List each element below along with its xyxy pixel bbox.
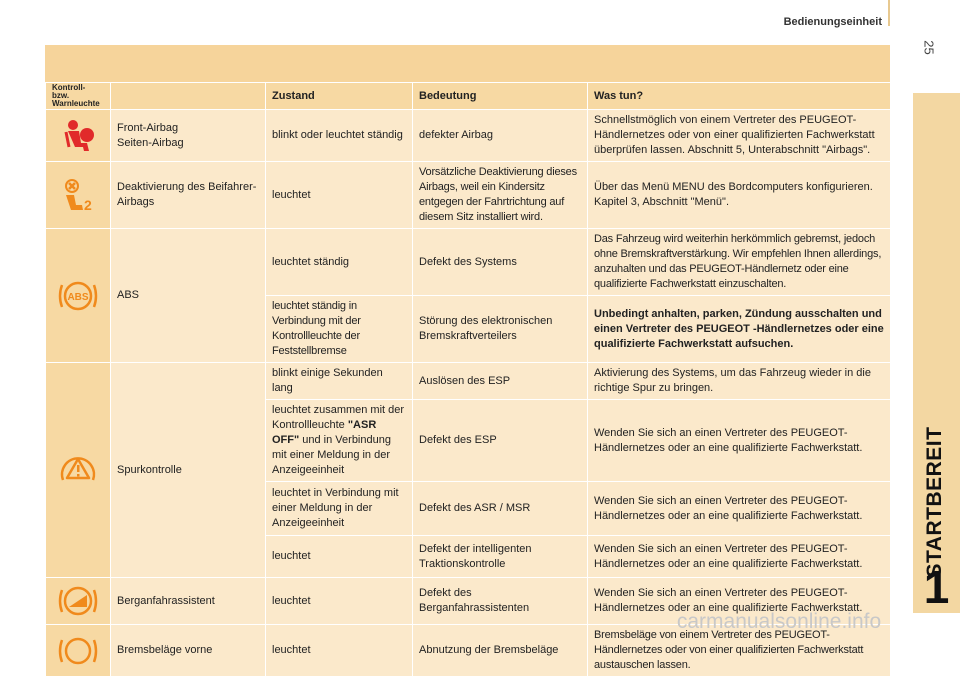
chapter-label: STARTBEREIT — [923, 426, 946, 578]
state-text: und in Verbindung mit einer Meldung in der Anzeigeeinheit — [272, 434, 391, 476]
table-row — [46, 363, 891, 400]
passenger-airbag-off-icon — [56, 175, 100, 215]
action-cell: Wenden Sie sich an einen Vertreter des PEUGEOT-Händlernetzes oder an eine qualifizierte Fachwerkstatt. — [588, 400, 891, 482]
state-cell: leuchtet — [266, 625, 413, 677]
meaning-cell: Defekt des Berganfahrassistenten — [413, 578, 588, 625]
meaning-cell: Defekt des Systems — [413, 229, 588, 296]
state-cell: blinkt einige Sekunden lang — [266, 363, 413, 400]
col-header-lamp: Kontroll- bzw. Warnleuchte — [46, 83, 111, 110]
state-cell: leuchtet — [266, 536, 413, 578]
icon-cell — [46, 625, 111, 677]
asr-off-label: "ASR OFF" — [272, 419, 377, 446]
watermark: carmanualsonline.info — [676, 610, 882, 633]
icon-cell — [46, 162, 111, 229]
lamp-name: ABS — [111, 229, 266, 363]
action-cell: Bremsbeläge von einem Vertreter des PEUGEOT-Händlernetzes oder von einer qualifizierten Fachwerkstatt austauschen lassen. — [588, 625, 891, 677]
col-header-action: Was tun? — [588, 83, 891, 110]
action-cell: Über das Menü MENU des Bordcomputers konfigurieren. Kapitel 3, Abschnitt "Menü". — [588, 162, 891, 229]
lamp-name: Berganfahrassistent — [111, 578, 266, 625]
meaning-cell: Vorsätzliche Deaktivierung dieses Airbags, weil ein Kindersitz entgegen der Fahrtrichtung auf diesem Sitz installiert wird. — [413, 162, 588, 229]
action-cell: Unbedingt anhalten, parken, Zündung ausschalten und einen Vertreter des PEUGEOT -Händlernetzes oder eine qualifizierte Fachwerkstatt aufsuchen. — [588, 296, 891, 363]
icon-cell — [46, 229, 111, 363]
header-divider — [888, 0, 890, 26]
lamp-name: Bremsbeläge vorne — [111, 625, 266, 677]
state-cell: blinkt oder leuchtet ständig — [266, 110, 413, 162]
page-header-title: Bedienungseinheit — [783, 16, 882, 28]
meaning-cell: Defekt des ESP — [413, 400, 588, 482]
meaning-cell: Störung des elektronischen Bremskraftverteilers — [413, 296, 588, 363]
svg-text:ABS: ABS — [67, 291, 89, 303]
state-cell: leuchtet — [266, 162, 413, 229]
action-cell: Schnellstmöglich von einem Vertreter des PEUGEOT-Händlernetzes oder von einer qualifizierten Fachwerkstatt überprüfen lassen. Abschnitt 5, Unterabschnitt "Airbags". — [588, 110, 891, 162]
lamp-name: Spurkontrolle — [111, 363, 266, 578]
table-header-row — [46, 83, 891, 110]
state-cell: leuchtet ständig — [266, 229, 413, 296]
hill-start-assist-icon — [56, 581, 100, 621]
meaning-cell: Abnutzung der Bremsbeläge — [413, 625, 588, 677]
state-cell: leuchtet in Verbindung mit einer Meldung in der Anzeigeeinheit — [266, 482, 413, 536]
traction-control-warning-icon — [56, 450, 100, 490]
table-header-band — [45, 45, 890, 82]
action-cell: Das Fahrzeug wird weiterhin herkömmlich gebremst, jedoch ohne Bremskraftverstärkung. Wir empfehlen Ihnen allerdings, anzuhalten und das PEUGEOT-Händlernetz oder eine qualifizierte Fachwerkstatt einzuschalten. — [588, 229, 891, 296]
state-text: leuchtet zusammen mit der Kontrollleuchte — [272, 404, 405, 431]
airbag-warning-icon — [56, 116, 100, 156]
action-cell: Wenden Sie sich an einen Vertreter des PEUGEOT-Händlernetzes oder an eine qualifizierte Fachwerkstatt. — [588, 578, 891, 625]
meaning-cell: defekter Airbag — [413, 110, 588, 162]
col-header-blank — [111, 83, 266, 110]
chapter-number: 1 — [923, 561, 950, 613]
action-cell: Wenden Sie sich an einen Vertreter des PEUGEOT-Händlernetzes oder an eine qualifizierte Fachwerkstatt. — [588, 482, 891, 536]
icon-cell — [46, 578, 111, 625]
meaning-cell: Defekt der intelligenten Traktionskontrolle — [413, 536, 588, 578]
abs-icon — [56, 276, 100, 316]
action-cell: Aktivierung des Systems, um das Fahrzeug wieder in die richtige Spur zu bringen. — [588, 363, 891, 400]
warning-lamps-table — [45, 82, 891, 677]
brake-pad-wear-icon — [56, 631, 100, 671]
table-row — [46, 229, 891, 296]
meaning-cell: Auslösen des ESP — [413, 363, 588, 400]
lamp-name: Deaktivierung des Beifahrer-Airbags — [111, 162, 266, 229]
col-header-state: Zustand — [266, 83, 413, 110]
meaning-cell: Defekt des ASR / MSR — [413, 482, 588, 536]
col-header-meaning: Bedeutung — [413, 83, 588, 110]
svg-text:2: 2 — [84, 197, 92, 213]
table-row — [46, 110, 891, 162]
lamp-name: Front-Airbag Seiten-Airbag — [111, 110, 266, 162]
table-row — [46, 162, 891, 229]
state-cell: leuchtet — [266, 578, 413, 625]
page-number: 25 — [921, 40, 937, 55]
icon-cell — [46, 110, 111, 162]
state-cell: leuchtet ständig in Verbindung mit der Kontrollleuchte der Feststellbremse — [266, 296, 413, 363]
icon-cell — [46, 363, 111, 578]
state-cell — [266, 400, 413, 482]
action-cell: Wenden Sie sich an einen Vertreter des PEUGEOT-Händlernetzes oder an eine qualifizierte Fachwerkstatt. — [588, 536, 891, 578]
